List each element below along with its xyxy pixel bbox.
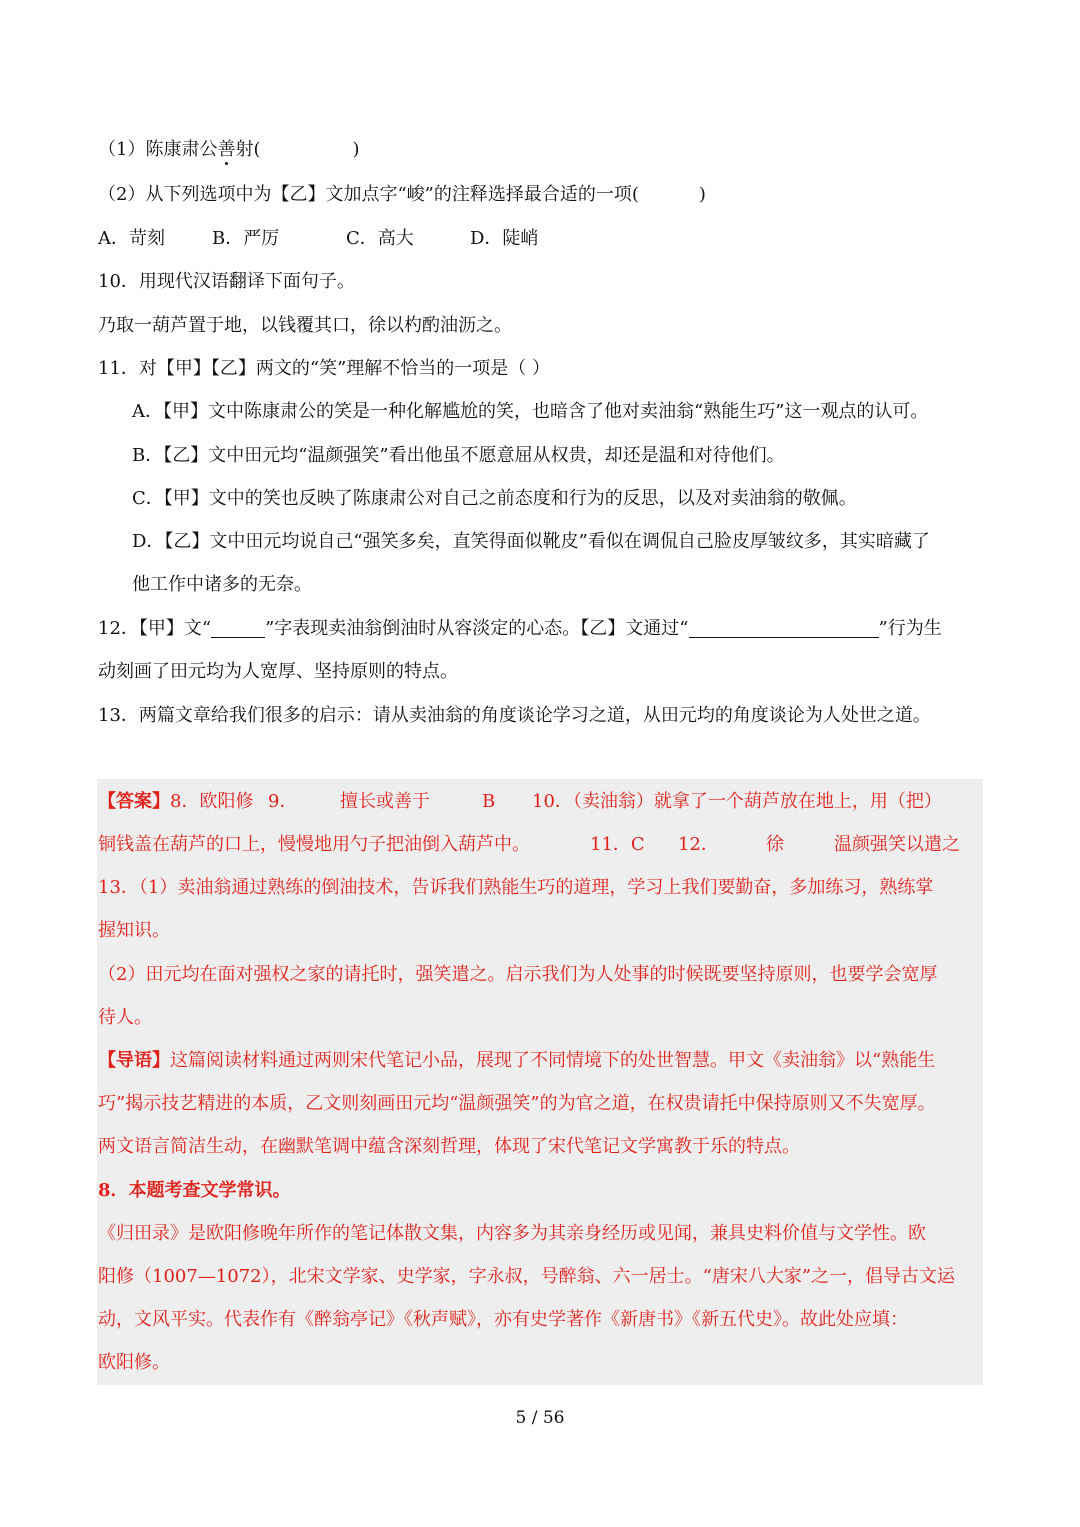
answer-blank-1[interactable] (211, 617, 265, 638)
explain-line-1: 《归田录》是欧阳修晚年所作的笔记体散文集，内容多为其亲身经历或见闻，兼具史料价值与文学性。欧 (98, 1223, 926, 1244)
question-11-option-d-cont: 他工作中诸多的无奈。 (132, 574, 312, 595)
option-d: D．陡峭 (470, 228, 539, 249)
question-9-options (98, 226, 538, 252)
question-13: 13．两篇文章给我们很多的启示：请从卖油翁的角度谈论学习之道，从田元均的角度谈论为人处世之道。 (98, 705, 931, 726)
guide-line-1: 【导语】这篇阅读材料通过两则宋代笔记小品，展现了不同情境下的处世智慧。甲文《卖油翁》以“熟能生 (98, 1050, 936, 1071)
question-11-option-b: B．【乙】文中田元均“温颜强笑”看出他虽不愿意屈从权贵，却还是温和对待他们。 (132, 445, 785, 466)
question-11-option-a: A．【甲】文中陈康肃公的笑是一种化解尴尬的笑，也暗含了他对卖油翁“熟能生巧”这一观点的认可。 (132, 401, 929, 422)
question-9-2: （2）从下列选项中为【乙】文加点字“峻”的注释选择最合适的一项( ) (98, 184, 706, 205)
guide-line-3: 两文语言简洁生动，在幽默笔调中蕴含深刻哲理，体现了宋代笔记文学寓教于乐的特点。 (98, 1136, 800, 1157)
question-12-cont: 动刻画了田元均为人宽厚、坚持原则的特点。 (98, 661, 458, 682)
emphasis-dot-char: 善 (217, 139, 236, 160)
explain-line-2: 阳修（1007—1072），北宋文学家、史学家，字永叔，号醉翁、六一居士。“唐宋八大家”之一，倡导古文运 (98, 1266, 956, 1287)
question-11-option-d: D．【乙】文中田元均说自己“强笑多矣，直笑得面似靴皮”看似在调侃自己脸皮厚皱纹多，其实暗藏了 (132, 531, 930, 552)
option-b: B．严厉 (212, 228, 280, 249)
answer-blank-2[interactable] (689, 617, 879, 638)
question-11-title: 11．对【甲】【乙】两文的“笑”理解不恰当的一项是（ ） (98, 358, 551, 379)
answer-box (97, 779, 983, 1385)
answer-label: 【答案】 (98, 791, 170, 812)
question-9-1: （1）陈康肃公善射( ) (98, 139, 360, 160)
question-12: 12．【甲】文“ ”字表现卖油翁倒油时从容淡定的心态。【乙】文通过“ ”行为生 (98, 618, 942, 639)
answer-line-6: 待人。 (98, 1007, 152, 1028)
question-10-sentence: 乃取一葫芦置于地，以钱覆其口，徐以杓酌油沥之。 (98, 315, 512, 336)
section-8-heading: 8．本题考查文学常识。 (98, 1180, 291, 1201)
question-10-title: 10．用现代汉语翻译下面句子。 (98, 271, 355, 292)
answer-line-4: 握知识。 (98, 920, 170, 941)
explain-line-3: 动，文风平实。代表作有《醉翁亭记》《秋声赋》，亦有史学著作《新唐书》《新五代史》。故此处应填： (98, 1309, 908, 1330)
answer-line-3: 13．（1）卖油翁通过熟练的倒油技术，告诉我们熟能生巧的道理，学习上我们要勤奋，多加练习，熟练掌 (98, 877, 934, 898)
answer-line-2: 铜钱盖在葫芦的口上，慢慢地用勺子把油倒入葫芦中。 11．C 12． 徐 温颜强笑以遣之 (98, 834, 960, 855)
guide-line-2: 巧”揭示技艺精进的本质，乙文则刻画田元均“温颜强笑”的为官之道，在权贵请托中保持原则又不失宽厚。 (98, 1093, 936, 1114)
answer-line-1: 【答案】8．欧阳修 9． 擅长或善于 B 10．（卖油翁）就拿了一个葫芦放在地上，用（把） (98, 791, 942, 812)
page-number: 5 / 56 (515, 1408, 565, 1428)
answer-line-5: （2）田元均在面对强权之家的请托时，强笑遣之。启示我们为人处事的时候既要坚持原则，也要学会宽厚 (98, 964, 938, 985)
guide-label: 【导语】 (98, 1050, 170, 1071)
explain-line-4: 欧阳修。 (98, 1352, 170, 1373)
option-c: C．高大 (346, 228, 414, 249)
question-11-option-c: C．【甲】文中的笑也反映了陈康肃公对自己之前态度和行为的反思，以及对卖油翁的敬佩。 (132, 488, 857, 509)
option-a: A．苛刻 (98, 228, 165, 249)
